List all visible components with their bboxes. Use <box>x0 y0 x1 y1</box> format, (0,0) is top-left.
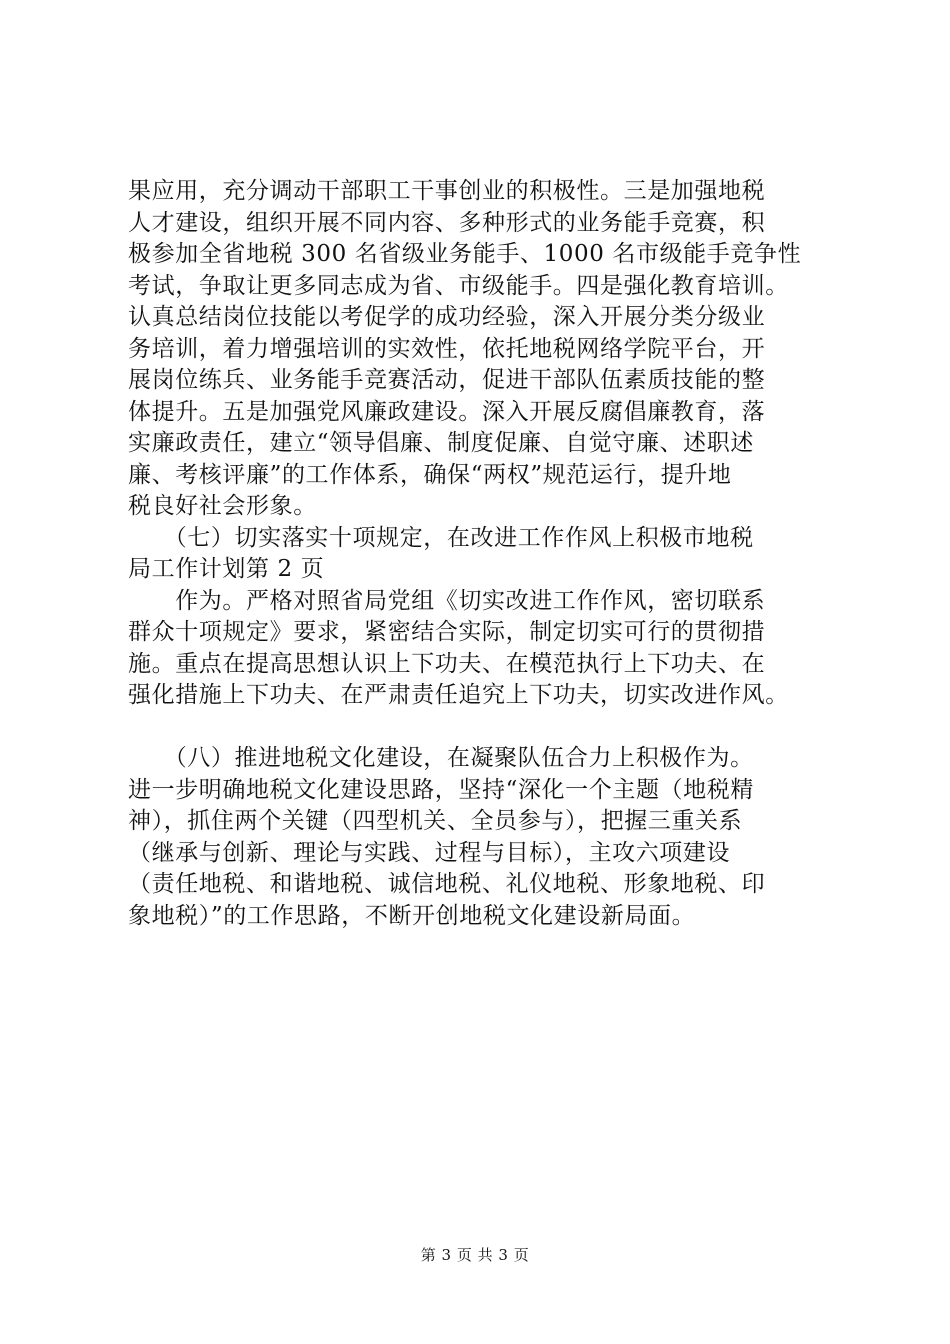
text-line: 实廉政责任，建立“领导倡廉、制度促廉、自觉守廉、述职述 <box>128 430 754 456</box>
text-line: 施。重点在提高思想认识上下功夫、在模范执行上下功夫、在 <box>128 650 766 677</box>
text-line: （继承与创新、理论与实践、过程与目标），主攻六项建设 <box>128 839 731 866</box>
text-line: 作为。严格对照省局党组《切实改进工作作风，密切联系 <box>128 587 766 614</box>
text-line: 人才建设，组织开展不同内容、多种形式的业务能手竞赛，积 <box>128 209 766 236</box>
text-line: 极参加全省地税 300 名省级业务能手、1000 名市级能手竞争性 <box>128 241 802 267</box>
text-line: 强化措施上下功夫、在严肃责任追究上下功夫，切实改进作风。 <box>128 682 789 708</box>
text-line: 认真总结岗位技能以考促学的成功经验，深入开展分类分级业 <box>128 304 766 330</box>
text-line: 税良好社会形象。 <box>128 493 317 519</box>
text-line: 局工作计划第 2 页 <box>128 556 325 582</box>
text-line: 象地税）”的工作思路，不断开创地税文化建设新局面。 <box>128 902 696 929</box>
text-line: 群众十项规定》要求，紧密结合实际，制定切实可行的贯彻措 <box>128 619 766 645</box>
text-line: 考试，争取让更多同志成为省、市级能手。四是强化教育培训。 <box>128 272 789 299</box>
text-line: 体提升。五是加强党风廉政建设。深入开展反腐倡廉教育，落 <box>128 398 766 425</box>
page-number-footer: 第 3 页 共 3 页 <box>420 1246 530 1264</box>
section-heading-8: （八）推进地税文化建设，在凝聚队伍合力上积极作为。 <box>128 745 754 771</box>
text-line: 神），抓住两个关键（四型机关、全员参与），把握三重关系 <box>128 808 743 834</box>
text-line: 务培训，着力增强培训的实效性，依托地税网络学院平台，开 <box>128 335 766 362</box>
text-line: （责任地税、和谐地税、诚信地税、礼仪地税、形象地税、印 <box>128 871 766 897</box>
document-body <box>128 176 858 932</box>
text-line: 进一步明确地税文化建设思路，坚持“深化一个主题（地税精 <box>128 776 754 803</box>
paragraph-gap <box>128 712 858 744</box>
text-line: 果应用，充分调动干部职工干事创业的积极性。三是加强地税 <box>128 178 766 204</box>
text-line: 展岗位练兵、业务能手竞赛活动，促进干部队伍素质技能的整 <box>128 367 766 393</box>
section-heading-7: （七）切实落实十项规定，在改进工作作风上积极市地税 <box>128 524 754 551</box>
text-line: 廉、考核评廉”的工作体系，确保“两权”规范运行，提升地 <box>128 461 732 488</box>
